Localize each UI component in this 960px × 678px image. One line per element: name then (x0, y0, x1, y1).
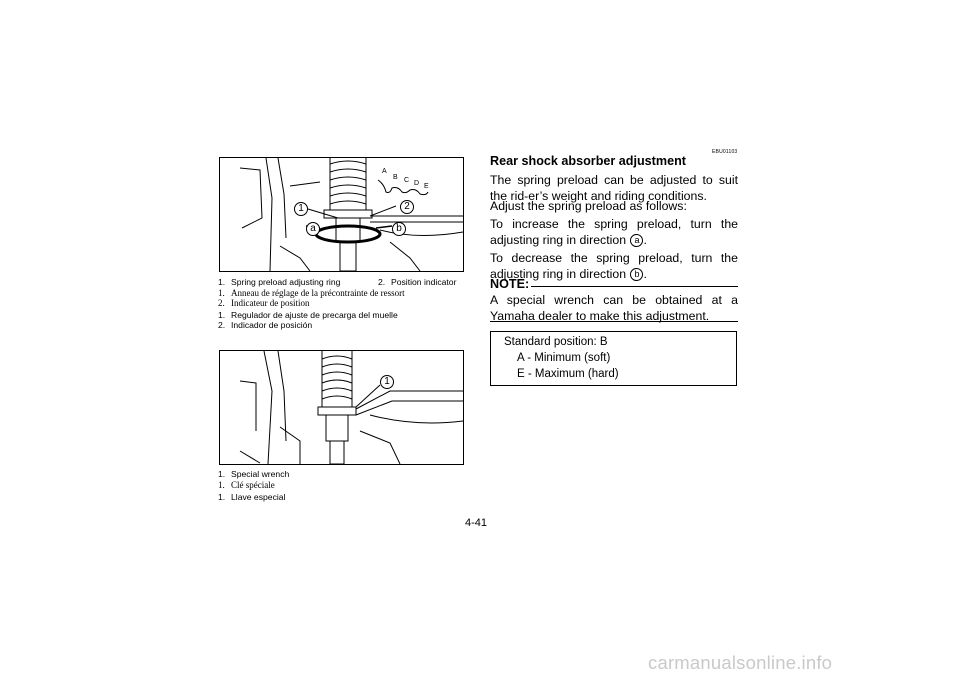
scale-letter-b: B (393, 174, 398, 181)
standard-position-box (490, 331, 737, 386)
caption-text: Special wrench (231, 469, 290, 479)
wrench-illustration (220, 351, 463, 464)
paragraph-3 (490, 216, 738, 248)
caption-number: 1. (218, 288, 225, 298)
caption2-es (218, 492, 285, 503)
callout-b: b (392, 222, 406, 236)
standard-position-line: Standard position: B (504, 336, 608, 348)
callout-2: 2 (400, 200, 414, 214)
callout-1: 1 (294, 202, 308, 216)
page-number: 4-41 (465, 517, 488, 529)
paragraph-1: The spring preload can be adjusted to suit the rid-er’s weight and riding conditions. (490, 173, 738, 203)
caption1-es-2 (218, 320, 312, 331)
caption-text: Indicador de posición (231, 320, 313, 330)
caption-text: Regulador de ajuste de precarga del muelle (231, 310, 398, 320)
scale-letter-e: E (424, 183, 429, 190)
scale-letter-d: D (414, 180, 420, 187)
shock-absorber-illustration (220, 158, 463, 271)
figure-special-wrench (219, 350, 464, 465)
paragraph-3-end: . (643, 233, 647, 247)
caption-text: Spring preload adjusting ring (231, 277, 341, 287)
watermark: carmanualsonline.info (648, 652, 833, 673)
caption-text: Indicateur de position (231, 298, 310, 308)
paragraph-2: Adjust the spring preload as follows: (490, 199, 687, 213)
direction-b-mark: b (630, 268, 643, 281)
note-text: A special wrench can be obtained at a Yamaha dealer to make this adjustment. (490, 293, 738, 323)
caption-text: Llave especial (231, 492, 286, 502)
caption-text: Position indicator (391, 277, 457, 287)
paragraph-3-text: To increase the spring preload, turn the adjusting ring in direction (490, 217, 738, 247)
maximum-line: E - Maximum (hard) (517, 368, 619, 380)
section-heading: Rear shock absorber adjustment (490, 154, 686, 168)
caption-item-2 (378, 277, 456, 288)
scale-letter-c: C (404, 177, 410, 184)
caption-text: Anneau de réglage de la précontrainte de ressort (231, 288, 405, 298)
section-code: EBU01103 (712, 149, 738, 155)
callout-a: a (306, 222, 320, 236)
direction-a-mark: a (630, 234, 643, 247)
caption-number: 1. (218, 469, 226, 479)
minimum-line: A - Minimum (soft) (517, 352, 611, 364)
figure-preload-ring (219, 157, 464, 272)
note-end-rule (490, 321, 738, 322)
caption2-fr (218, 480, 275, 491)
scale-letter-a: A (382, 168, 387, 175)
caption1-fr-2 (218, 298, 309, 309)
caption-number: 1. (218, 492, 226, 502)
caption-number: 1. (218, 480, 225, 490)
paragraph-4-end: . (643, 267, 647, 281)
callout-1: 1 (380, 375, 394, 389)
caption-text: Clé spéciale (231, 480, 275, 490)
note-rule (531, 286, 738, 287)
note-label: NOTE: (490, 277, 530, 291)
caption2-en (218, 469, 289, 480)
caption-number: 2. (218, 320, 226, 330)
caption-number: 2. (378, 277, 386, 287)
caption1-en (218, 277, 457, 288)
caption-number: 2. (218, 298, 225, 308)
paragraph-4-text: To decrease the spring preload, turn the adjusting ring in direction (490, 251, 738, 281)
caption-number: 1. (218, 277, 226, 287)
caption-number: 1. (218, 310, 226, 320)
